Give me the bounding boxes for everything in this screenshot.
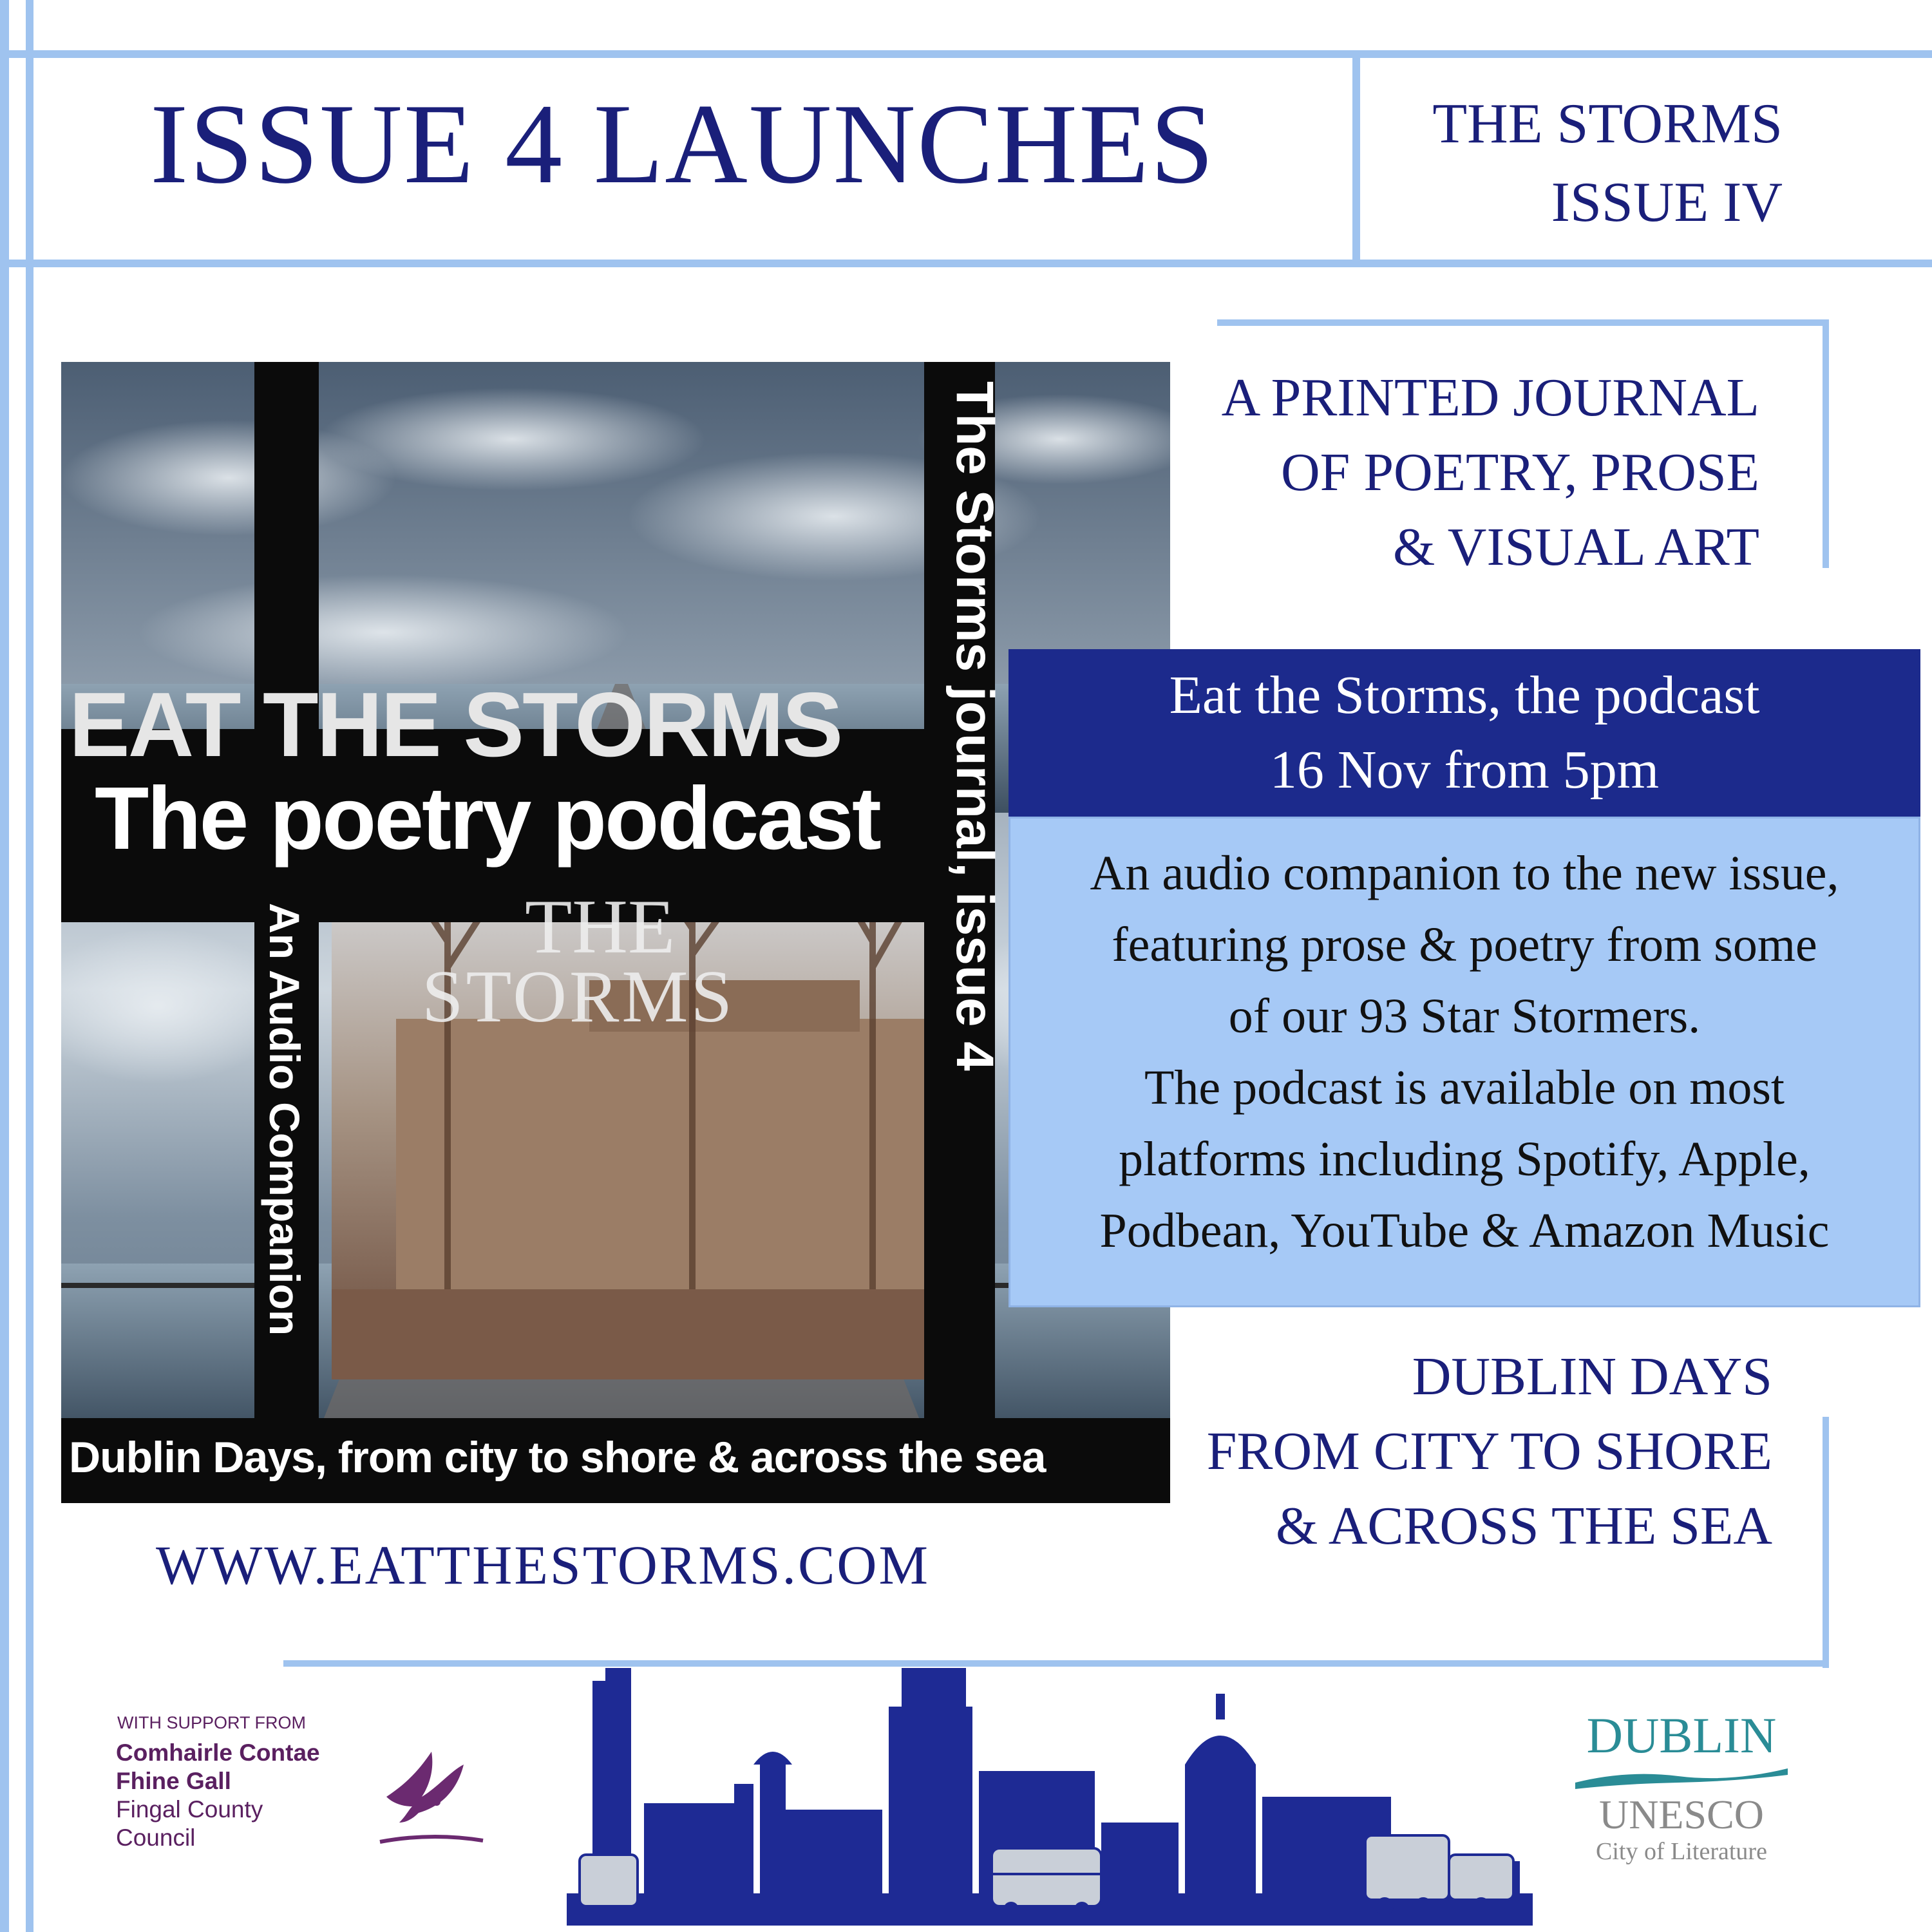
fingal-bird-icon	[361, 1726, 489, 1855]
dublin-days-tagline	[1207, 1340, 1772, 1564]
podcast-body-line: An audio companion to the new issue,	[1090, 846, 1839, 900]
support-label: WITH SUPPORT FROM	[117, 1713, 307, 1732]
podcast-date: 16 Nov from 5pm	[1269, 740, 1660, 800]
tagline-line: DUBLIN DAYS	[1412, 1347, 1772, 1406]
cover-headline-sub: The poetry podcast	[95, 769, 880, 868]
podcast-body-line: The podcast is available on most	[1144, 1061, 1785, 1115]
city-of-literature-text: City of Literature	[1596, 1838, 1767, 1865]
unesco-text: UNESCO	[1598, 1792, 1765, 1837]
dublin-unesco-logo	[1575, 1708, 1788, 1866]
description-line: & VISUAL ART	[1392, 517, 1759, 577]
cover-footer: Dublin Days, from city to shore & across the sea	[69, 1433, 1046, 1482]
podcast-body-line: Podbean, YouTube & Amazon Music	[1099, 1204, 1830, 1258]
cover-headline: EAT THE STORMS	[69, 674, 842, 776]
fingal-council-logo-text	[116, 1739, 320, 1852]
description-line: A PRINTED JOURNAL	[1221, 368, 1759, 428]
podcast-body-line: of our 93 Star Stormers.	[1228, 989, 1701, 1043]
cover-vertical-journal: The Storms journal, issue 4	[945, 381, 1004, 1071]
dublin-skyline-icon	[567, 1668, 1533, 1926]
frame-line-bottom	[283, 1660, 1829, 1667]
frame-line-desc-right	[1823, 319, 1829, 568]
tagline-line: & ACROSS THE SEA	[1276, 1496, 1772, 1556]
podcast-body-line: platforms including Spotify, Apple,	[1119, 1132, 1810, 1186]
podcast-body-line: featuring prose & poetry from some	[1112, 918, 1817, 972]
subtitle-line: THE STORMS	[1432, 93, 1783, 155]
journal-description	[1222, 361, 1759, 585]
frame-line-header-bottom	[0, 260, 1932, 267]
wave-icon	[1575, 1763, 1788, 1789]
podcast-cover-image	[61, 362, 1170, 1503]
frame-line-left-inner	[26, 0, 33, 1932]
frame-line-header-divider	[1352, 50, 1360, 267]
council-name-english: Council	[116, 1824, 196, 1851]
cover-vertical-companion: An Audio Companion	[261, 903, 308, 1336]
unesco-dublin-text: DUBLIN	[1586, 1707, 1777, 1763]
subtitle-line: ISSUE IV	[1551, 171, 1783, 234]
cover-logo-the: THE	[525, 884, 676, 969]
council-name-irish: Fhine Gall	[116, 1768, 231, 1794]
frame-line-left-outer	[0, 0, 9, 1932]
council-name-english: Fingal County	[116, 1796, 263, 1823]
cover-logo-storms: STORMS	[422, 956, 735, 1038]
council-name-irish: Comhairle Contae	[116, 1739, 320, 1766]
podcast-announcement-header	[1009, 649, 1920, 817]
page-title: ISSUE 4 LAUNCHES	[150, 80, 1215, 207]
description-line: OF POETRY, PROSE	[1280, 442, 1759, 502]
website-link[interactable]: WWW.EATTHESTORMS.COM	[156, 1534, 930, 1596]
frame-line-top	[0, 50, 1932, 58]
podcast-announcement-body	[1009, 817, 1920, 1307]
podcast-title: Eat the Storms, the podcast	[1169, 665, 1760, 725]
tagline-line: FROM CITY TO SHORE	[1206, 1421, 1772, 1481]
frame-line-desc-top	[1217, 319, 1829, 326]
frame-line-dublin-right	[1823, 1417, 1829, 1668]
journal-subtitle	[1432, 85, 1783, 242]
